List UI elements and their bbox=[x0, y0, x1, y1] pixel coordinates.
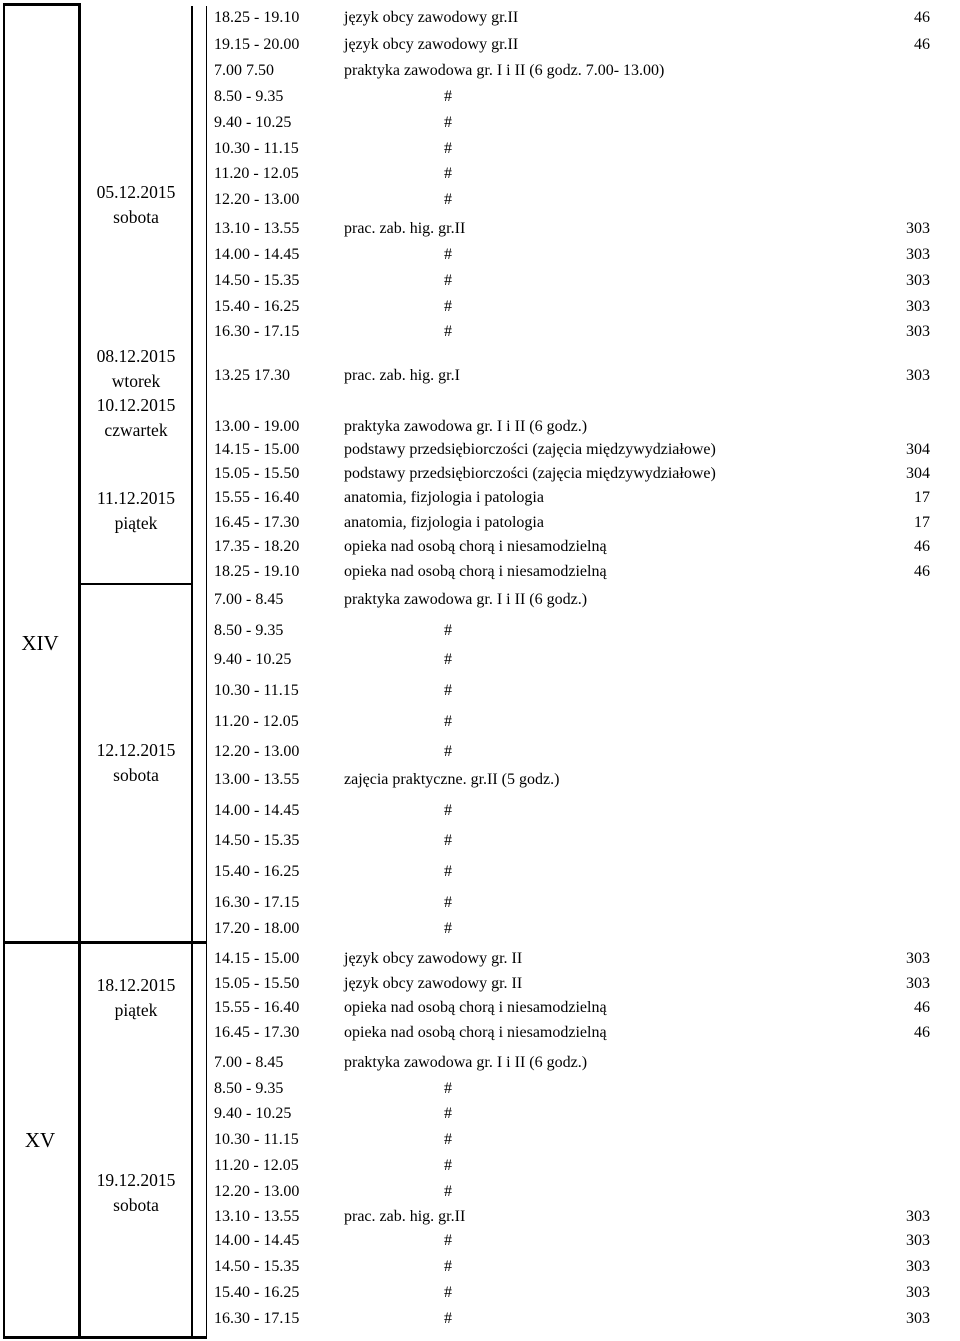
time-slot: 14.50 - 15.35 bbox=[214, 832, 300, 849]
day-label bbox=[82, 738, 190, 788]
subject-label: język obcy zawodowy gr. II bbox=[344, 975, 523, 992]
room-number: 303 bbox=[906, 367, 930, 384]
week-divider bbox=[5, 941, 207, 944]
day-label bbox=[82, 973, 190, 1023]
day-date: 05.12.2015 bbox=[96, 182, 176, 202]
room-number: 46 bbox=[914, 1024, 930, 1041]
continuation-mark: # bbox=[444, 1105, 452, 1122]
room-number: 303 bbox=[906, 1284, 930, 1301]
time-slot: 18.25 - 19.10 bbox=[214, 9, 300, 26]
subject-label: praktyka zawodowa gr. I i II (6 godz.) bbox=[344, 1054, 588, 1071]
continuation-mark: # bbox=[444, 1131, 452, 1148]
continuation-mark: # bbox=[444, 622, 452, 639]
time-slot: 15.55 - 16.40 bbox=[214, 999, 300, 1016]
continuation-mark: # bbox=[444, 802, 452, 819]
time-slot: 15.40 - 16.25 bbox=[214, 1284, 300, 1301]
day-label bbox=[82, 1168, 190, 1218]
continuation-mark: # bbox=[444, 863, 452, 880]
time-slot: 19.15 - 20.00 bbox=[214, 36, 300, 53]
time-slot: 12.20 - 13.00 bbox=[214, 191, 300, 208]
continuation-mark: # bbox=[444, 1157, 452, 1174]
subject-label: opieka nad osobą chorą i niesamodzielną bbox=[344, 1024, 607, 1041]
day-label bbox=[82, 344, 190, 394]
time-slot: 15.05 - 15.50 bbox=[214, 465, 300, 482]
continuation-mark: # bbox=[444, 1183, 452, 1200]
continuation-mark: # bbox=[444, 88, 452, 105]
continuation-mark: # bbox=[444, 832, 452, 849]
time-slot: 10.30 - 11.15 bbox=[214, 140, 299, 157]
continuation-mark: # bbox=[444, 920, 452, 937]
day-column-divider bbox=[191, 6, 193, 1339]
room-number: 303 bbox=[906, 220, 930, 237]
day-date: 10.12.2015 bbox=[96, 395, 176, 415]
time-slot: 11.20 - 12.05 bbox=[214, 165, 299, 182]
time-slot: 11.20 - 12.05 bbox=[214, 1157, 299, 1174]
room-number: 17 bbox=[914, 514, 930, 531]
time-slot: 15.05 - 15.50 bbox=[214, 975, 300, 992]
time-slot: 15.55 - 16.40 bbox=[214, 489, 300, 506]
time-slot: 14.00 - 14.45 bbox=[214, 246, 300, 263]
time-slot: 8.50 - 9.35 bbox=[214, 622, 284, 639]
continuation-mark: # bbox=[444, 1310, 452, 1327]
room-number: 46 bbox=[914, 9, 930, 26]
time-slot: 15.40 - 16.25 bbox=[214, 863, 300, 880]
week-column-divider bbox=[78, 6, 81, 1339]
continuation-mark: # bbox=[444, 140, 452, 157]
continuation-mark: # bbox=[444, 1080, 452, 1097]
day-divider bbox=[81, 583, 191, 585]
subject-label: praktyka zawodowa gr. I i II (6 godz.) bbox=[344, 418, 588, 435]
subject-label: język obcy zawodowy gr. II bbox=[344, 950, 523, 967]
day-date: 18.12.2015 bbox=[96, 975, 176, 995]
time-slot: 14.00 - 14.45 bbox=[214, 802, 300, 819]
time-slot: 9.40 - 10.25 bbox=[214, 651, 292, 668]
day-weekday: piątek bbox=[114, 1000, 158, 1020]
time-slot: 8.50 - 9.35 bbox=[214, 88, 284, 105]
day-date: 11.12.2015 bbox=[96, 488, 176, 508]
room-number: 303 bbox=[906, 1310, 930, 1327]
top-border bbox=[3, 3, 81, 6]
time-slot: 9.40 - 10.25 bbox=[214, 1105, 292, 1122]
subject-label: praktyka zawodowa gr. I i II (6 godz. 7.00- 13.00) bbox=[344, 62, 665, 79]
subject-label: anatomia, fizjologia i patologia bbox=[344, 489, 544, 506]
time-slot: 17.20 - 18.00 bbox=[214, 920, 300, 937]
time-slot: 14.00 - 14.45 bbox=[214, 1232, 300, 1249]
day-date: 19.12.2015 bbox=[96, 1170, 176, 1190]
day-weekday: wtorek bbox=[111, 371, 161, 391]
continuation-mark: # bbox=[444, 1258, 452, 1275]
subject-label: podstawy przedsiębiorczości (zajęcia międzywydziałowe) bbox=[344, 441, 716, 458]
time-slot: 14.50 - 15.35 bbox=[214, 272, 300, 289]
time-slot: 14.50 - 15.35 bbox=[214, 1258, 300, 1275]
subject-label: podstawy przedsiębiorczości (zajęcia międzywydziałowe) bbox=[344, 465, 716, 482]
continuation-mark: # bbox=[444, 894, 452, 911]
room-number: 17 bbox=[914, 489, 930, 506]
continuation-mark: # bbox=[444, 272, 452, 289]
continuation-mark: # bbox=[444, 246, 452, 263]
day-weekday: piątek bbox=[114, 513, 158, 533]
continuation-mark: # bbox=[444, 651, 452, 668]
room-number: 303 bbox=[906, 1258, 930, 1275]
room-number: 303 bbox=[906, 975, 930, 992]
day-label bbox=[82, 486, 190, 536]
subject-label: prac. zab. hig. gr.I bbox=[344, 367, 460, 384]
time-slot: 16.30 - 17.15 bbox=[214, 894, 300, 911]
room-number: 303 bbox=[906, 323, 930, 340]
continuation-mark: # bbox=[444, 323, 452, 340]
room-number: 303 bbox=[906, 246, 930, 263]
room-number: 303 bbox=[906, 950, 930, 967]
time-slot: 13.10 - 13.55 bbox=[214, 220, 300, 237]
day-weekday: sobota bbox=[113, 765, 159, 785]
time-slot: 13.25 17.30 bbox=[214, 367, 290, 384]
week-label: XV bbox=[24, 1128, 56, 1152]
continuation-mark: # bbox=[444, 1284, 452, 1301]
room-number: 303 bbox=[906, 272, 930, 289]
time-slot: 12.20 - 13.00 bbox=[214, 1183, 300, 1200]
room-number: 304 bbox=[906, 441, 930, 458]
time-slot: 10.30 - 11.15 bbox=[214, 1131, 299, 1148]
day-weekday: sobota bbox=[113, 1195, 159, 1215]
time-slot: 18.25 - 19.10 bbox=[214, 563, 300, 580]
room-number: 303 bbox=[906, 1208, 930, 1225]
continuation-mark: # bbox=[444, 713, 452, 730]
time-slot: 7.00 - 8.45 bbox=[214, 591, 284, 608]
subject-label: opieka nad osobą chorą i niesamodzielną bbox=[344, 538, 607, 555]
time-slot: 14.15 - 15.00 bbox=[214, 441, 300, 458]
time-slot: 16.45 - 17.30 bbox=[214, 1024, 300, 1041]
room-number: 46 bbox=[914, 538, 930, 555]
time-slot: 13.00 - 19.00 bbox=[214, 418, 300, 435]
subject-label: anatomia, fizjologia i patologia bbox=[344, 514, 544, 531]
day-date: 12.12.2015 bbox=[96, 740, 176, 760]
time-slot: 13.00 - 13.55 bbox=[214, 771, 300, 788]
continuation-mark: # bbox=[444, 682, 452, 699]
continuation-mark: # bbox=[444, 743, 452, 760]
bottom-border bbox=[3, 1336, 207, 1339]
subject-label: język obcy zawodowy gr.II bbox=[344, 9, 519, 26]
time-slot: 9.40 - 10.25 bbox=[214, 114, 292, 131]
room-number: 46 bbox=[914, 36, 930, 53]
outer-left-border bbox=[3, 3, 5, 1339]
subject-label: opieka nad osobą chorą i niesamodzielną bbox=[344, 999, 607, 1016]
time-slot: 10.30 - 11.15 bbox=[214, 682, 299, 699]
subject-label: opieka nad osobą chorą i niesamodzielną bbox=[344, 563, 607, 580]
room-number: 46 bbox=[914, 563, 930, 580]
continuation-mark: # bbox=[444, 1232, 452, 1249]
time-column-divider bbox=[206, 6, 207, 1339]
week-label: XIV bbox=[21, 631, 59, 655]
room-number: 303 bbox=[906, 298, 930, 315]
time-slot: 7.00 - 8.45 bbox=[214, 1054, 284, 1071]
subject-label: zajęcia praktyczne. gr.II (5 godz.) bbox=[344, 771, 560, 788]
time-slot: 7.00 7.50 bbox=[214, 62, 274, 79]
continuation-mark: # bbox=[444, 298, 452, 315]
continuation-mark: # bbox=[444, 191, 452, 208]
time-slot: 11.20 - 12.05 bbox=[214, 713, 299, 730]
day-date: 08.12.2015 bbox=[96, 346, 176, 366]
day-weekday: sobota bbox=[113, 207, 159, 227]
time-slot: 13.10 - 13.55 bbox=[214, 1208, 300, 1225]
day-label bbox=[82, 393, 190, 443]
time-slot: 8.50 - 9.35 bbox=[214, 1080, 284, 1097]
day-label bbox=[82, 180, 190, 230]
room-number: 304 bbox=[906, 465, 930, 482]
continuation-mark: # bbox=[444, 165, 452, 182]
time-slot: 17.35 - 18.20 bbox=[214, 538, 300, 555]
time-slot: 16.45 - 17.30 bbox=[214, 514, 300, 531]
time-slot: 14.15 - 15.00 bbox=[214, 950, 300, 967]
subject-label: język obcy zawodowy gr.II bbox=[344, 36, 519, 53]
subject-label: prac. zab. hig. gr.II bbox=[344, 1208, 466, 1225]
time-slot: 12.20 - 13.00 bbox=[214, 743, 300, 760]
room-number: 303 bbox=[906, 1232, 930, 1249]
time-slot: 16.30 - 17.15 bbox=[214, 1310, 300, 1327]
time-slot: 16.30 - 17.15 bbox=[214, 323, 300, 340]
subject-label: praktyka zawodowa gr. I i II (6 godz.) bbox=[344, 591, 588, 608]
subject-label: prac. zab. hig. gr.II bbox=[344, 220, 466, 237]
room-number: 46 bbox=[914, 999, 930, 1016]
day-weekday: czwartek bbox=[104, 420, 168, 440]
time-slot: 15.40 - 16.25 bbox=[214, 298, 300, 315]
continuation-mark: # bbox=[444, 114, 452, 131]
